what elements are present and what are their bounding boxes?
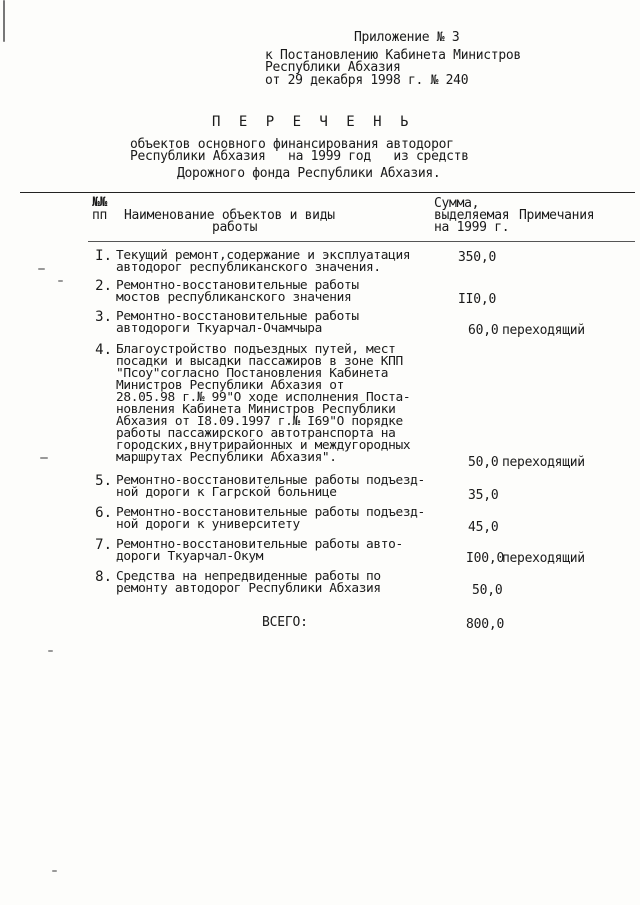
row-title-line: Абхазия от I8.09.1997 г.№ I69"О порядке [116, 414, 403, 429]
row-title-line: Ремонтно-восстановительные работы [116, 309, 359, 324]
row-title-line: дороги Ткуарчал-Окум [116, 549, 264, 564]
row-amount: 60,0 [468, 323, 499, 338]
row-title-line: маршрутах Республики Абхазия". [116, 450, 337, 465]
total-value: 800,0 [466, 617, 505, 632]
row-number: 6. [95, 505, 112, 521]
col-notes-header: Примечания [519, 208, 595, 223]
row-title-line: Текущий ремонт,содержание и эксплуатация [116, 248, 411, 263]
row-title-line: "Псоу"согласно Постановления Кабинета [116, 366, 389, 381]
col-sum-header-year: на 1999 г. [434, 220, 510, 235]
row-number: 7. [95, 537, 112, 553]
table-header-rule [88, 241, 635, 242]
scan-mark [48, 650, 53, 652]
row-title-line: мостов республиканского значения [116, 290, 352, 305]
row-title-line: Ремонтно-восстановительные работы [116, 278, 359, 293]
table-top-rule [20, 192, 635, 193]
col-number-header-sub: пп [92, 208, 108, 223]
row-title-line: ремонту автодорог Республики Абхазия [116, 581, 381, 596]
row-amount: 35,0 [468, 488, 499, 503]
title-line3: Дорожного фонда Республики Абхазия. [177, 166, 441, 181]
col-name-header-sub: работы [212, 220, 258, 235]
scan-mark [52, 870, 57, 872]
title-line1: объектов основного финансирования автодорог [130, 137, 454, 152]
row-title-line: Ремонтно-восстановительные работы подъезд- [116, 505, 425, 520]
annex-number: Приложение № 3 [354, 30, 460, 45]
scan-mark [3, 0, 5, 42]
row-amount: 50,0 [468, 455, 499, 470]
annex-reference-line1: к Постановлению Кабинета Министров [265, 48, 521, 63]
row-note: переходящий [502, 323, 585, 338]
row-number: 2. [95, 278, 112, 294]
row-title-line: автодорог республиканского значения. [116, 260, 381, 275]
col-number-header: №№ [92, 195, 108, 210]
row-title-line: Министров Республики Абхазия от [116, 378, 344, 393]
row-number: 4. [95, 342, 112, 358]
col-sum-header-sub: выделяемая [434, 208, 510, 223]
row-number: 5. [95, 473, 112, 489]
annex-reference-line2: Республики Абхазия [265, 60, 401, 75]
row-title-line: новления Кабинета Министров Республики [116, 402, 396, 417]
row-title-line: посадки и высадки пассажиров в зоне КПП [116, 354, 403, 369]
row-amount: 50,0 [472, 583, 503, 598]
title-line2: Республики Абхазия на 1999 год из средств [130, 149, 469, 164]
row-title-line: работы пассажирского автотранспорта на [116, 426, 396, 441]
scan-mark [58, 280, 63, 282]
row-title-line: городских,внутрирайонных и междугородных [116, 438, 411, 453]
col-name-header: Наименование объектов и виды [124, 208, 335, 223]
row-title-line: Средства на непредвиденные работы по [116, 569, 381, 584]
row-title-line: ной дороги к университету [116, 517, 300, 532]
row-title-line: ной дороги к Гагрской больнице [116, 485, 337, 500]
scan-mark [40, 457, 48, 459]
row-title-line: 28.05.98 г.№ 99"О ходе исполнения Поста- [116, 390, 411, 405]
scan-mark [38, 268, 45, 270]
row-amount: 45,0 [468, 520, 499, 535]
row-number: 3. [95, 309, 112, 325]
row-title-line: Ремонтно-восстановительные работы авто- [116, 537, 403, 552]
row-note: переходящий [502, 455, 585, 470]
row-amount: I00,0 [466, 551, 505, 566]
document-heading: П Е Р Е Ч Е Н Ь [212, 114, 414, 130]
row-title-line: автодороги Ткуарчал-Очамчыра [116, 321, 322, 336]
row-title-line: Благоустройство подъездных путей, мест [116, 342, 396, 357]
row-note: переходящий [502, 551, 585, 566]
row-number: I. [95, 248, 112, 264]
row-title-line: Ремонтно-восстановительные работы подъезд- [116, 473, 425, 488]
total-label: ВСЕГО: [262, 615, 308, 630]
col-sum-header: Сумма, [434, 196, 480, 211]
row-number: 8. [95, 569, 112, 585]
row-amount: 350,0 [458, 250, 497, 265]
row-amount: II0,0 [458, 292, 497, 307]
annex-reference-line3: от 29 декабря 1998 г. № 240 [265, 73, 469, 88]
